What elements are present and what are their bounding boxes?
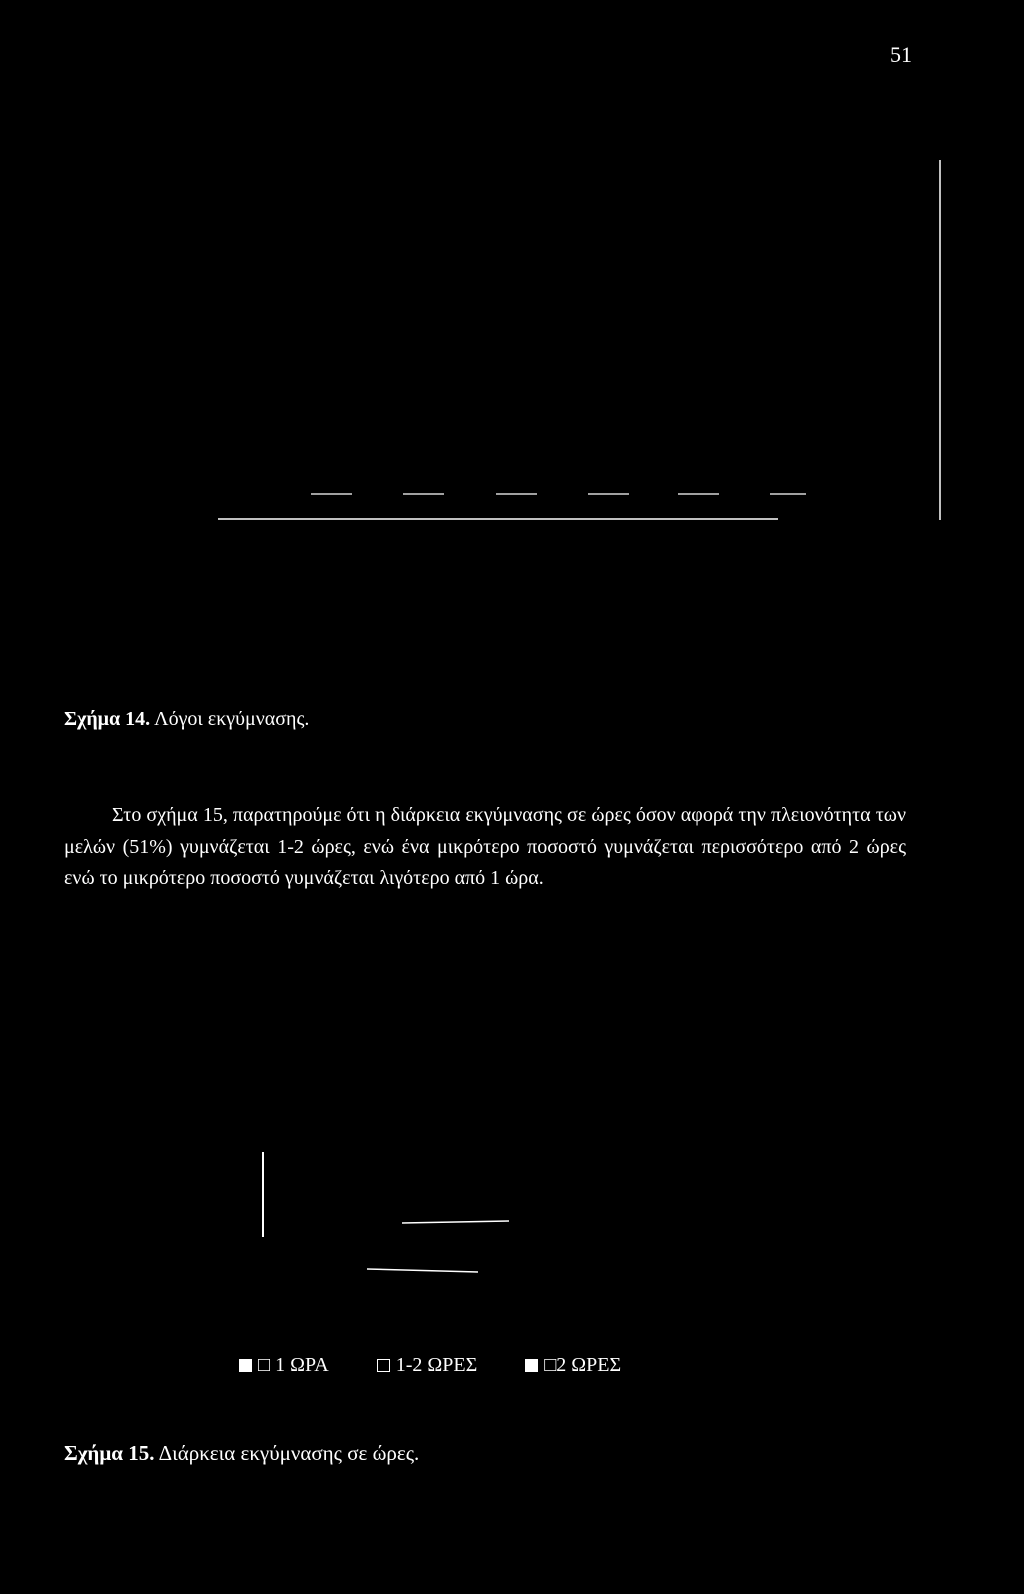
figure-14-caption-text: Λόγοι εκγύμνασης. (154, 708, 310, 730)
legend-item-2-hours (525, 1354, 621, 1377)
legend-label: □2 ΩΡΕΣ (544, 1354, 622, 1376)
legend-label: 1-2 ΩΡΕΣ (395, 1354, 478, 1376)
figure-15-slice-edge (367, 1269, 478, 1272)
page-number: 51 (890, 42, 912, 67)
legend-label: □ 1 ΩΡΑ (258, 1354, 329, 1376)
legend-swatch-filled (525, 1359, 538, 1372)
figure-14-caption (64, 708, 309, 731)
figure-15-caption-label: Σχήμα 15. (64, 1441, 155, 1465)
figure-15-chart (0, 1150, 1024, 1300)
body-paragraph (64, 800, 906, 895)
legend-swatch-filled (239, 1359, 252, 1372)
legend-swatch-hollow (377, 1359, 390, 1372)
legend-item-1-2-hours (377, 1354, 478, 1377)
legend-item-1-hour (239, 1354, 329, 1377)
figure-15-caption (64, 1441, 419, 1466)
figure-15-legend (239, 1354, 621, 1377)
figure-15-slice-edge (402, 1221, 509, 1223)
figure-14-caption-label: Σχήμα 14. (64, 708, 151, 730)
figure-15-caption-text: Διάρκεια εκγύμνασης σε ώρες. (158, 1441, 420, 1465)
body-paragraph-text: Στο σχήμα 15, παρατηρούμε ότι η διάρκεια εκγύμνασης σε ώρες όσον αφορά την πλειονότητα των μελών (51%) γυμνάζεται 1-2 ώρες, ενώ ένα μικρότερο ποσοστό γυμνάζεται περισσότερο από 2 ώρες ενώ το μικρότερο ποσοστό γυμνάζεται λιγότερο από 1 ώρα. (64, 804, 906, 889)
figure-14-chart (0, 0, 1024, 600)
